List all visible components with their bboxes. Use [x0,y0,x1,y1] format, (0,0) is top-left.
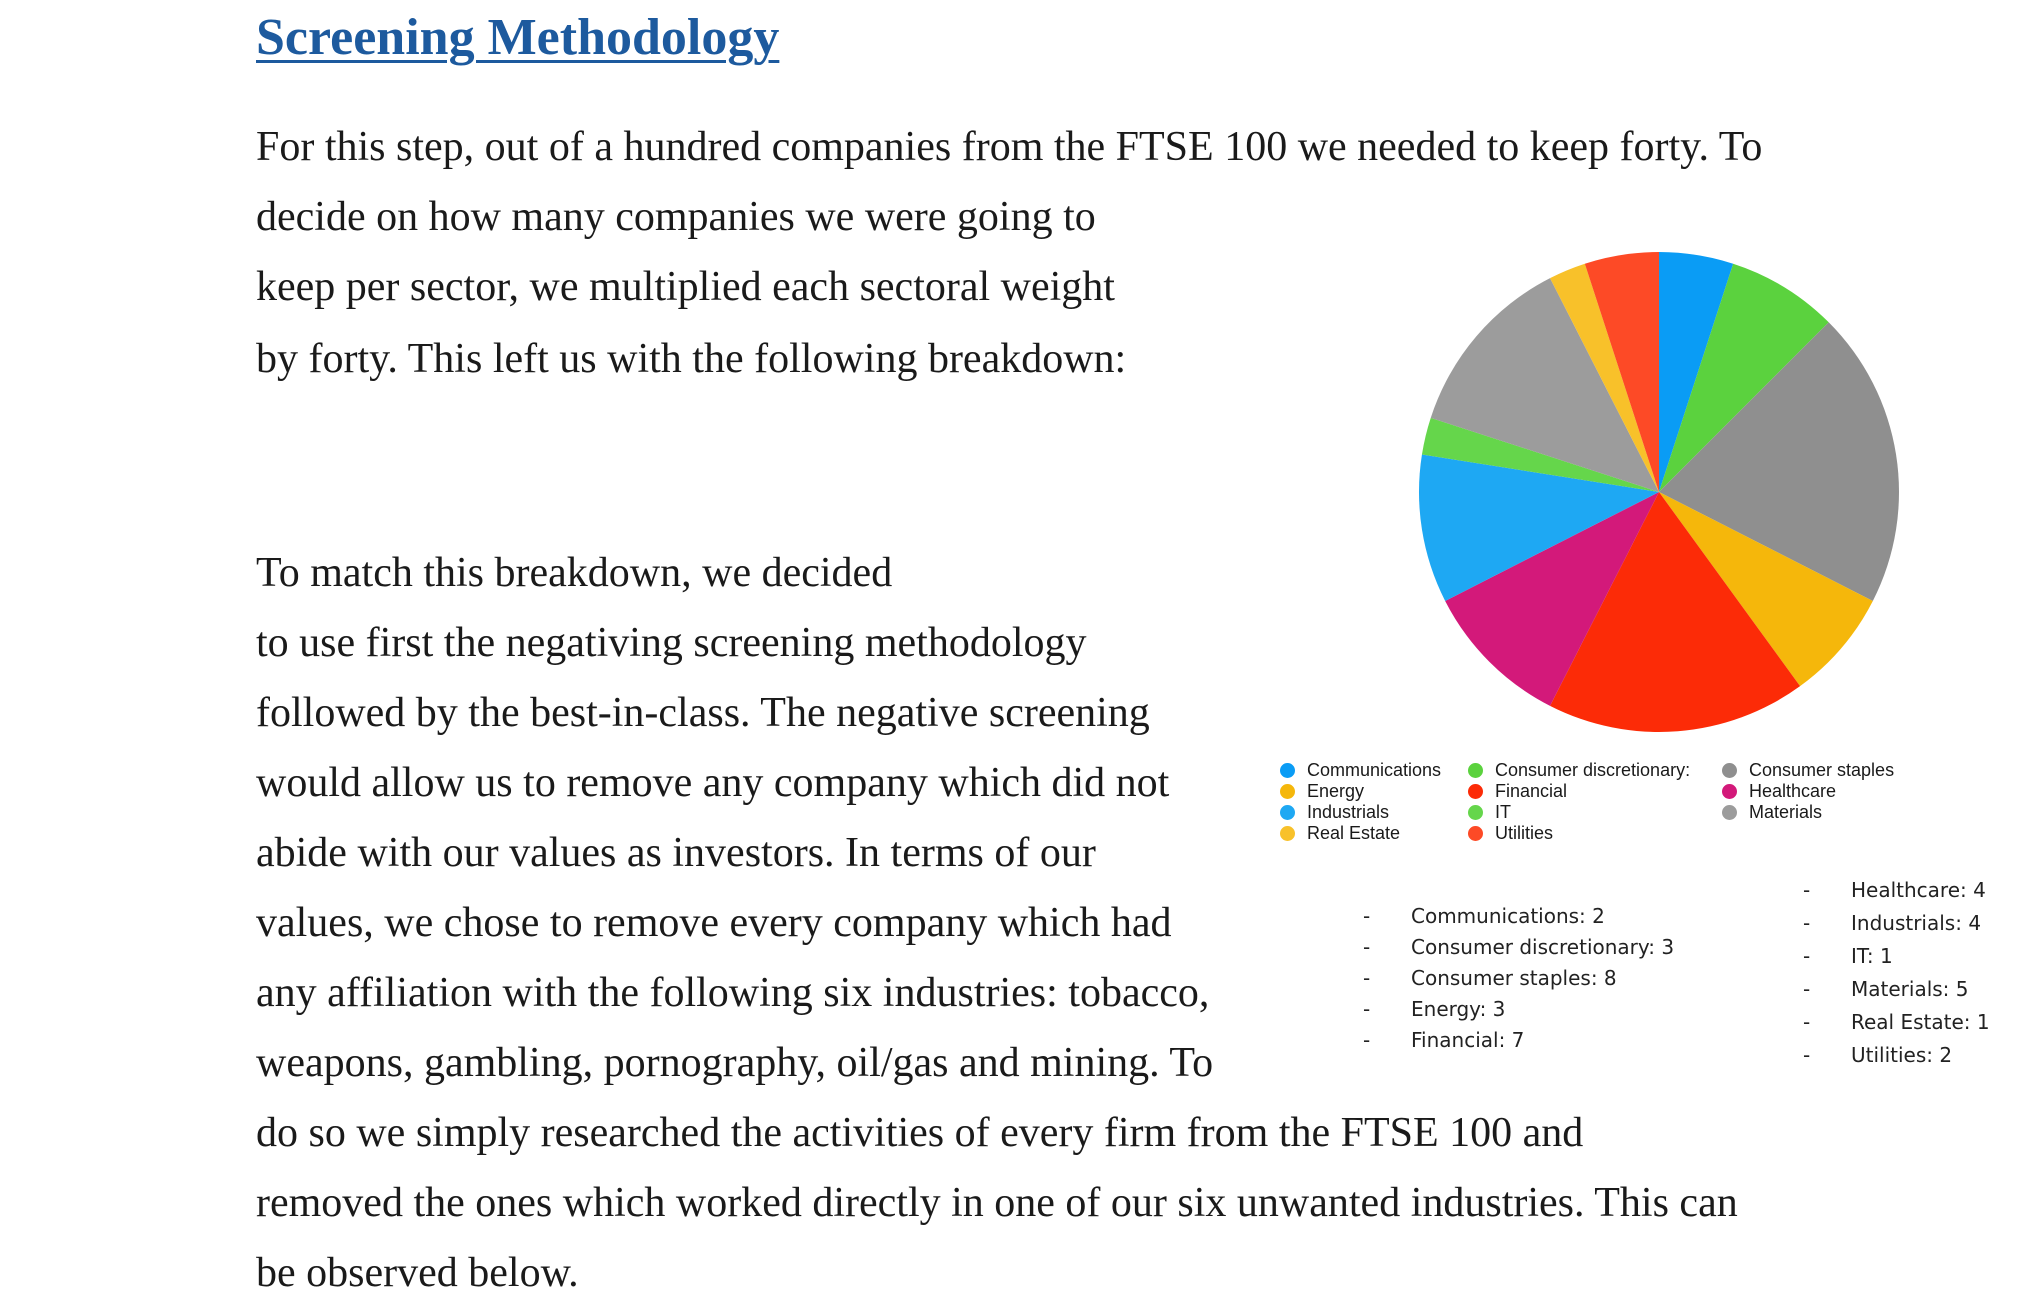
legend-item-healthcare [1722,781,1894,802]
text-line: to use first the negativing screening methodology [256,620,1087,666]
text-line: For this step, out of a hundred companies from the FTSE 100 we needed to keep forty. To [256,124,1763,170]
text-line: removed the ones which worked directly in one of our six unwanted industries. This can [256,1180,1738,1226]
legend-item-industrials [1280,802,1441,823]
list-item [1363,1028,1674,1059]
breakdown-list-left [1363,904,1674,1059]
list-item [1363,966,1674,997]
legend-label: Energy [1307,781,1365,801]
bullet-dash: - [1363,1028,1371,1052]
text-line: keep per sector, we multiplied each sectoral weight [256,264,1115,310]
legend-label: Utilities [1495,823,1554,843]
bullet-dash: - [1363,997,1371,1021]
legend-item-utilities [1468,823,1690,844]
bullet-dash: - [1803,911,1811,935]
bullet-dash: - [1363,904,1371,928]
list-item [1363,997,1674,1028]
text-line: by forty. This left us with the following breakdown: [256,336,1127,382]
legend-label: Consumer discretionary: [1495,760,1691,780]
legend-label: Financial [1495,781,1568,801]
text-line: be observed below. [256,1250,579,1296]
legend-label: Healthcare [1749,781,1837,801]
list-item-label: Healthcare: 4 [1851,878,1986,902]
legend-label: Consumer staples [1749,760,1895,780]
bullet-dash: - [1803,1043,1811,1067]
legend-label: Materials [1749,802,1823,822]
list-item-label: Consumer discretionary: 3 [1411,935,1675,959]
legend-swatch [1722,784,1737,799]
legend-item-consumer-staples [1722,760,1894,781]
text-line: would allow us to remove any company which did not [256,760,1170,806]
legend-item-materials [1722,802,1894,823]
text-line: To match this breakdown, we decided [256,550,893,596]
legend-swatch [1468,826,1483,841]
legend-swatch [1280,784,1295,799]
legend-label: Industrials [1307,802,1390,822]
bullet-dash: - [1803,944,1811,968]
bullet-dash: - [1363,935,1371,959]
bullet-dash: - [1803,878,1811,902]
list-item-label: Consumer staples: 8 [1411,966,1617,990]
list-item [1803,1043,1990,1076]
list-item [1803,977,1990,1010]
legend-swatch [1468,805,1483,820]
bullet-dash: - [1363,966,1371,990]
list-item [1803,878,1990,911]
list-item [1803,911,1990,944]
text-line: weapons, gambling, pornography, oil/gas and mining. To [256,1040,1214,1086]
legend-swatch [1468,784,1483,799]
list-item [1803,1010,1990,1043]
legend-swatch [1280,763,1295,778]
section-heading-link[interactable]: Screening Methodology [256,9,780,66]
list-item-label: Real Estate: 1 [1851,1010,1990,1034]
text-line: do so we simply researched the activities of every firm from the FTSE 100 and [256,1110,1584,1156]
bullet-dash: - [1803,977,1811,1001]
legend-label: IT [1495,802,1511,822]
legend-swatch [1280,826,1295,841]
legend-column-3 [1722,760,1894,823]
legend-swatch [1722,763,1737,778]
list-item-label: Industrials: 4 [1851,911,1982,935]
legend-item-energy [1280,781,1441,802]
list-item-label: IT: 1 [1851,944,1893,968]
text-line: followed by the best-in-class. The negative screening [256,690,1150,736]
list-item [1363,935,1674,966]
text-line: values, we chose to remove every company which had [256,900,1172,946]
legend-item-communications [1280,760,1441,781]
legend-swatch [1280,805,1295,820]
breakdown-list-right [1803,878,1990,1076]
legend-item-financial [1468,781,1690,802]
list-item-label: Energy: 3 [1411,997,1506,1021]
sector-pie-chart [1414,247,1904,737]
legend-label: Communications [1307,760,1442,780]
legend-item-it [1468,802,1690,823]
legend-swatch [1468,763,1483,778]
legend-column-2 [1468,760,1690,844]
list-item-label: Materials: 5 [1851,977,1969,1001]
legend-item-real-estate [1280,823,1441,844]
text-line: abide with our values as investors. In terms of our [256,830,1096,876]
list-item [1803,944,1990,977]
legend-column-1 [1280,760,1441,844]
legend-label: Real Estate [1307,823,1401,843]
list-item-label: Utilities: 2 [1851,1043,1953,1067]
legend-item-consumer-discretionary [1468,760,1690,781]
text-line: any affiliation with the following six industries: tobacco, [256,970,1210,1016]
list-item-label: Financial: 7 [1411,1028,1525,1052]
list-item-label: Communications: 2 [1411,904,1605,928]
bullet-dash: - [1803,1010,1811,1034]
text-line: decide on how many companies we were going to [256,194,1096,240]
list-item [1363,904,1674,935]
legend-swatch [1722,805,1737,820]
